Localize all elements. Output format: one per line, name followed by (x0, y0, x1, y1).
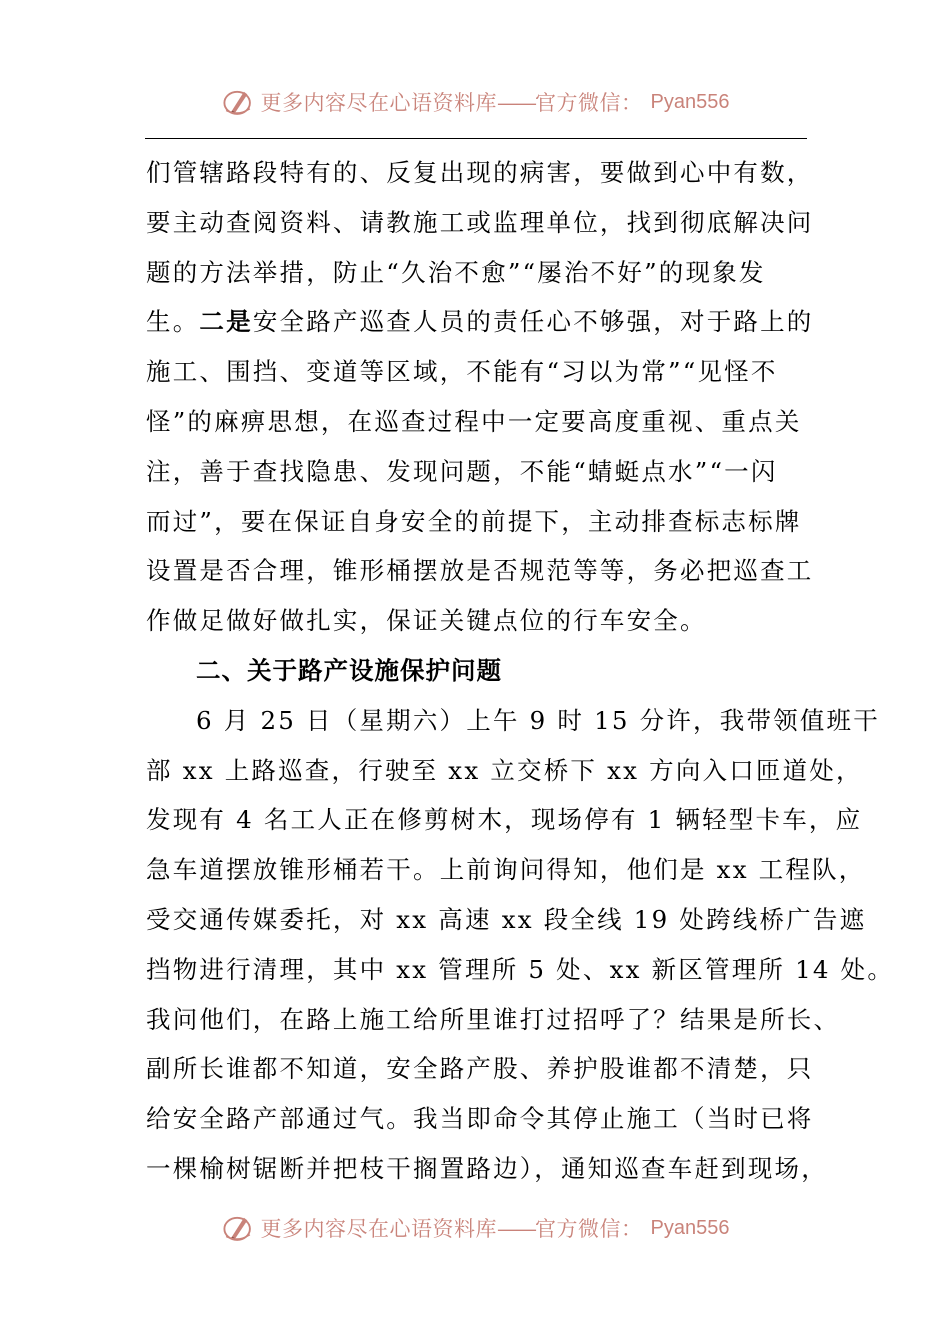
body-line: 副所长谁都不知道，安全路产股、养护股谁都不清楚，只 (146, 1054, 814, 1084)
body-line: 注，善于查找隐患、发现问题，不能“蜻蜓点水”“一闪 (146, 456, 778, 486)
body-line: 施工、围挡、变道等区域，不能有“习以为常”“见怪不 (146, 357, 778, 387)
document-body (146, 148, 895, 1194)
body-line: 而过”，要在保证自身安全的前提下，主动排查标志标牌 (146, 506, 802, 536)
body-line: 设置是否合理，锥形桶摆放是否规范等等，务必把巡查工 (146, 556, 814, 586)
header-divider (145, 138, 807, 139)
body-line: 怪”的麻痹思想，在巡查过程中一定要高度重视、重点关 (146, 406, 802, 436)
pen-nib-circle-icon (221, 85, 255, 119)
bold-marker: 二是 (199, 307, 253, 337)
body-line: 发现有 4 名工人正在修剪树木，现场停有 1 辆轻型卡车，应 (146, 805, 863, 835)
header-watermark (0, 82, 950, 122)
header-brand-text: 更多内容尽在心语资料库——官方微信： (260, 91, 643, 115)
body-line: 们管辖路段特有的、反复出现的病害，要做到心中有数， (146, 158, 814, 187)
body-line: 挡物进行清理，其中 xx 管理所 5 处、xx 新区管理所 14 处。 (146, 954, 895, 984)
header-contact-id: Pyan556 (650, 90, 730, 113)
body-line: 题的方法举措，防止“久治不愈”“屡治不好”的现象发 (146, 257, 766, 287)
body-line: 受交通传媒委托，对 xx 高速 xx 段全线 19 处跨线桥广告遮 (146, 904, 867, 934)
body-line: 给安全路产部通过气。我当即命令其停止施工（当时已将 (146, 1104, 814, 1134)
section-heading: 二、关于路产设施保护问题 (196, 655, 502, 685)
body-line: 作做足做好做扎实，保证关键点位的行车安全。 (146, 606, 707, 636)
footer-brand-text: 更多内容尽在心语资料库——官方微信： (260, 1217, 643, 1241)
footer-contact-id: Pyan556 (650, 1216, 730, 1239)
body-line: 6 月 25 日（星期六）上午 9 时 15 分许，我带领值班干 (196, 705, 880, 735)
body-line: 要主动查阅资料、请教施工或监理单位，找到彻底解决问 (146, 207, 814, 237)
pen-nib-circle-icon (221, 1211, 255, 1245)
body-line: 一棵榆树锯断并把枝干搁置路边），通知巡查车赶到现场， (146, 1153, 828, 1183)
body-line: 生。二是安全路产巡查人员的责任心不够强，对于路上的 (146, 307, 814, 337)
footer-watermark (0, 1208, 950, 1248)
body-line: 我问他们，在路上施工给所里谁打过招呼了？结果是所长、 (146, 1004, 841, 1034)
body-line: 急车道摆放锥形桶若干。上前询问得知，他们是 xx 工程队， (146, 855, 866, 885)
body-line: 部 xx 上路巡查，行驶至 xx 立交桥下 xx 方向入口匝道处， (146, 755, 863, 785)
